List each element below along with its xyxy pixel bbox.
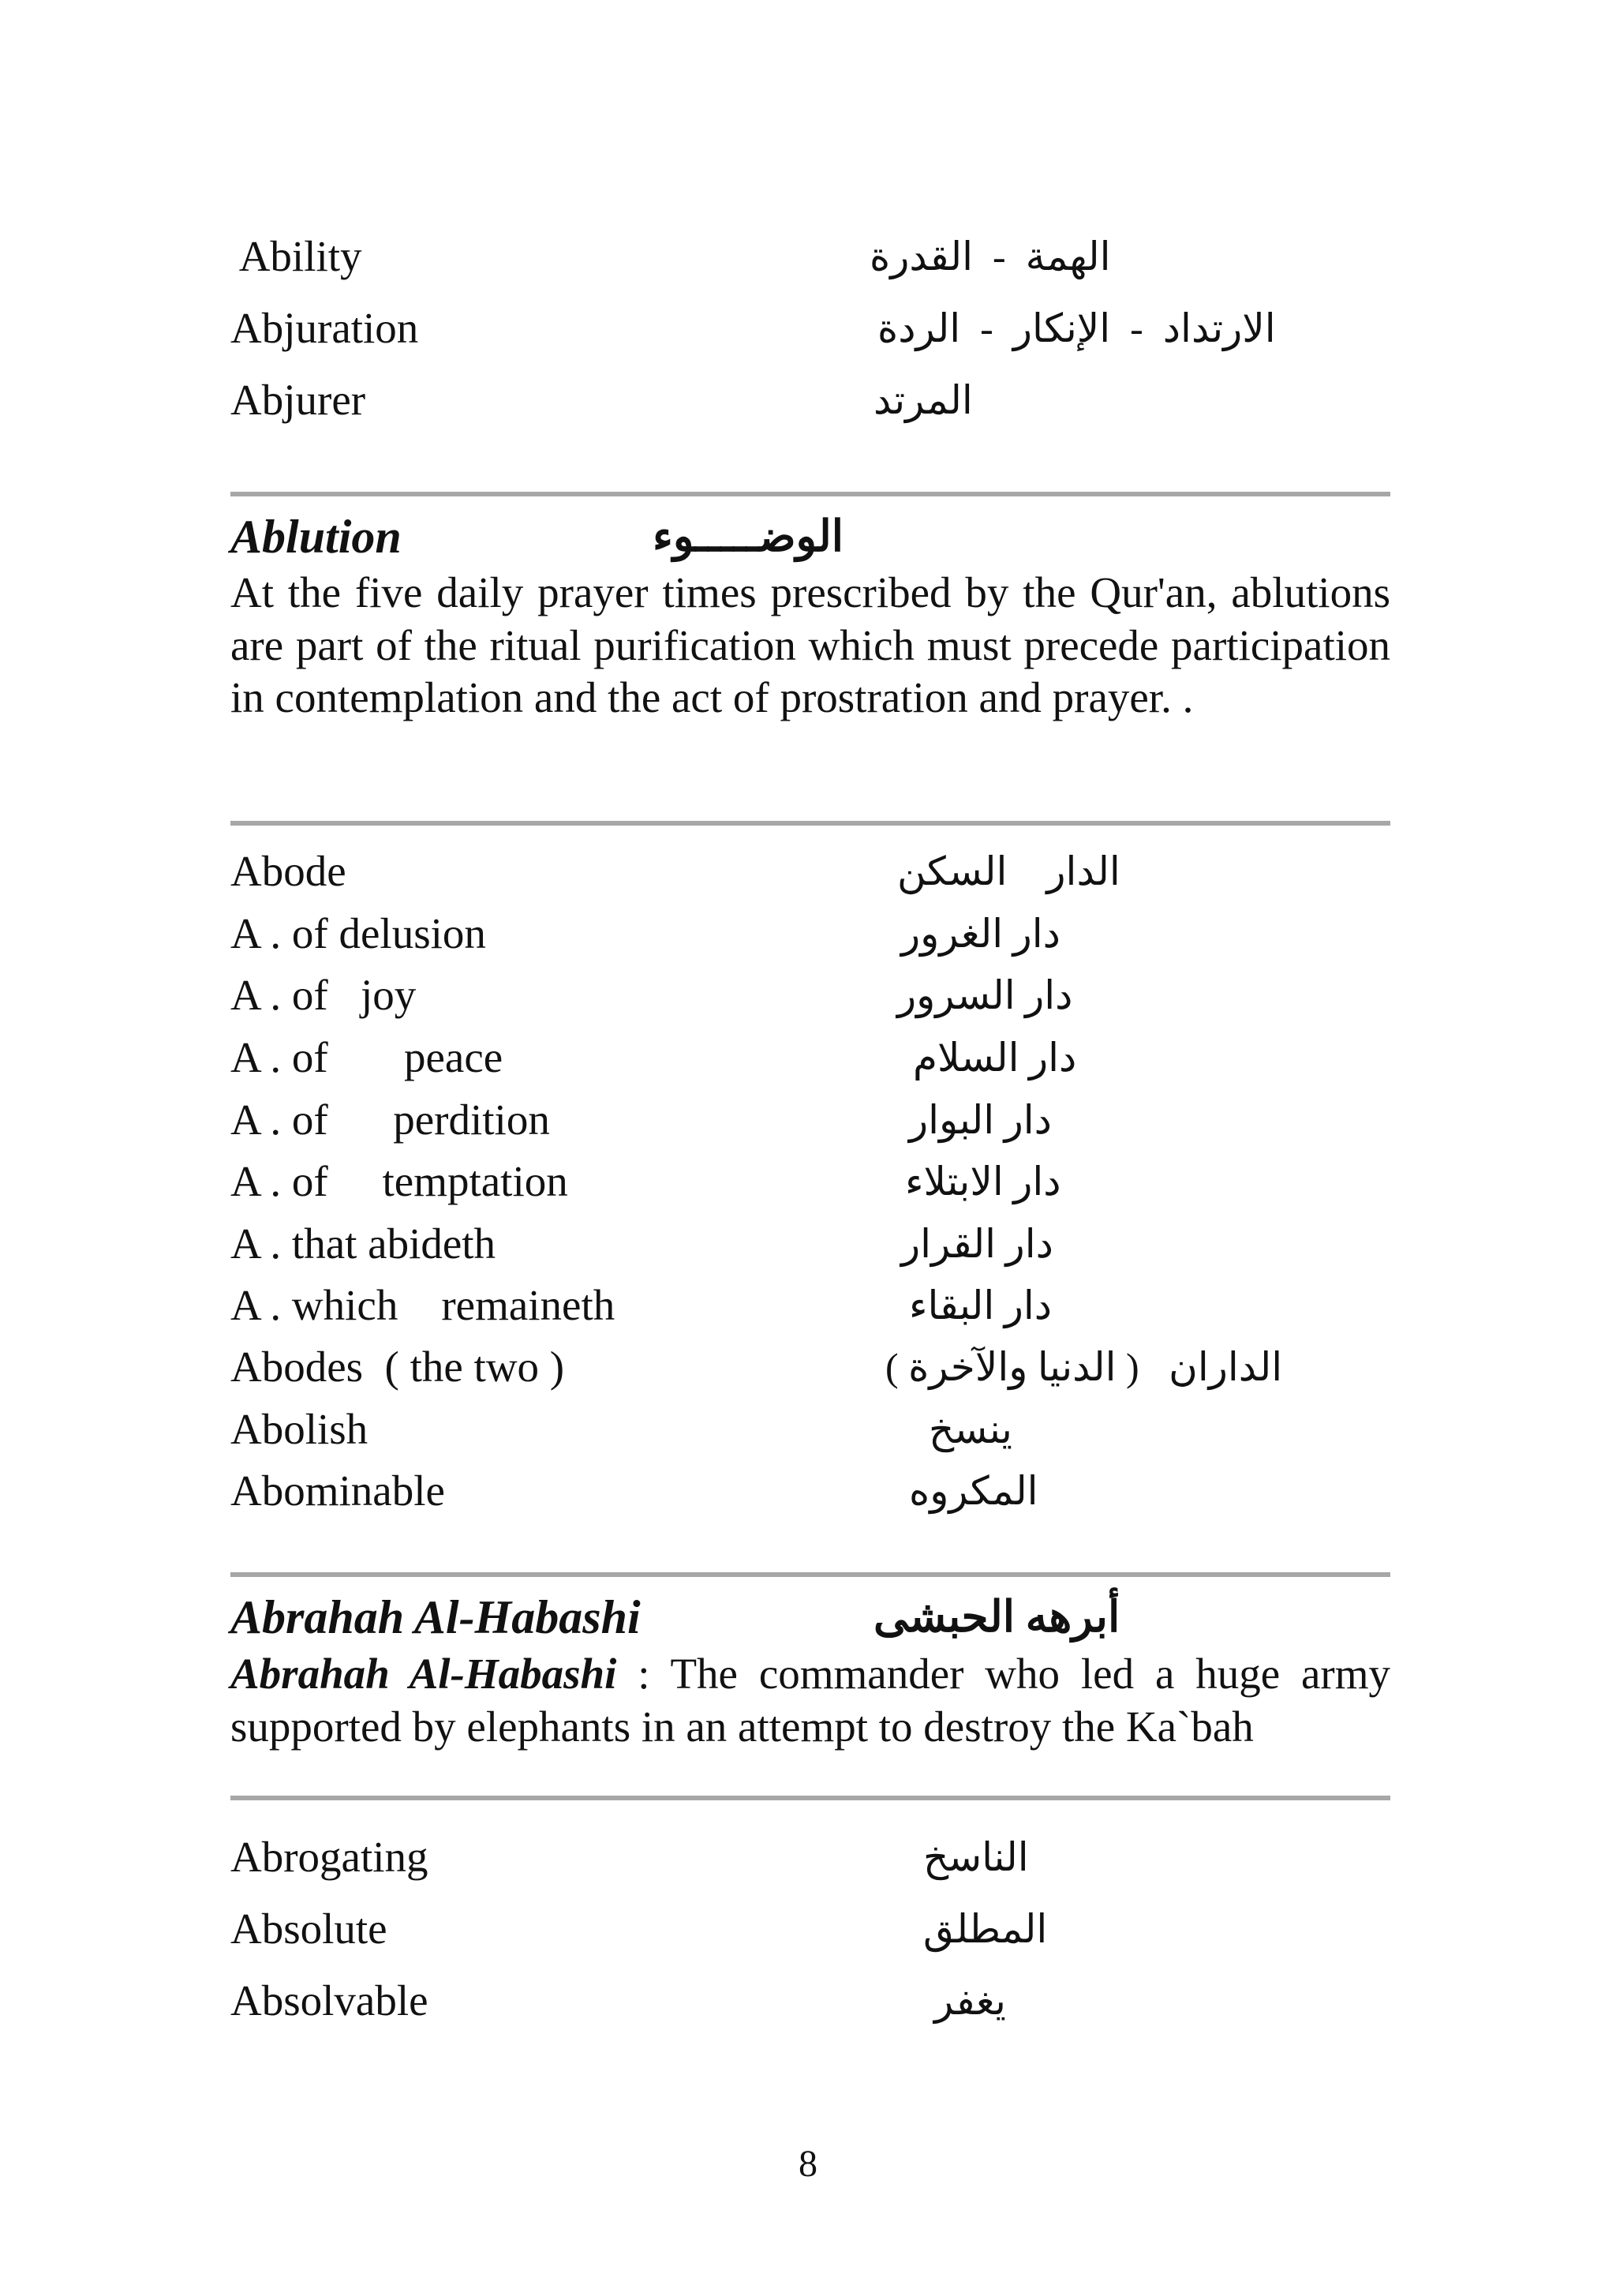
- entry-arabic: المطلق: [923, 1907, 1048, 1951]
- entry-term: Abjurer: [230, 376, 366, 424]
- entry-abjurer: [230, 373, 1390, 428]
- entry-arabic: يغفر: [934, 1979, 1006, 2023]
- entry-abodes-two: [230, 1339, 1390, 1395]
- entry-abode-peace: [230, 1030, 1390, 1085]
- section-divider: [230, 821, 1390, 826]
- entry-abjuration: [230, 301, 1390, 356]
- entry-abominable: [230, 1463, 1390, 1519]
- entry-abode-remaineth: [230, 1278, 1390, 1333]
- entry-arabic: الداران ( الدنيا والآخرة ): [885, 1345, 1283, 1389]
- entry-arabic: المكروه: [909, 1469, 1038, 1513]
- entry-arabic: دار السلام: [913, 1036, 1077, 1080]
- abrahah-description: [230, 1648, 1390, 1753]
- entry-arabic: دار القرار: [901, 1222, 1053, 1266]
- section-divider: [230, 492, 1390, 496]
- heading-term: Abrahah Al-Habashi: [230, 1591, 641, 1643]
- entry-abode-joy: [230, 968, 1390, 1023]
- ablution-description: At the five daily prayer times prescribed by the Qur'an, ablutions are part of the ritual purification which must precede participation in contemplation and the act of prostration and prayer. .: [230, 568, 1390, 721]
- entry-arabic: الناسخ: [923, 1835, 1029, 1879]
- entry-term: Abode: [230, 847, 346, 895]
- entry-abolish: [230, 1402, 1390, 1457]
- section-divider: [230, 1572, 1390, 1577]
- entry-arabic: دار السرور: [897, 973, 1073, 1017]
- entry-term: Abrogating: [230, 1833, 428, 1881]
- entry-term: Absolvable: [230, 1976, 428, 2024]
- entry-ability: [230, 229, 1390, 284]
- page-number: 8: [799, 2143, 817, 2185]
- entry-absolute: [230, 1901, 1390, 1957]
- entry-abrogating: [230, 1830, 1390, 1885]
- section-divider: [230, 1796, 1390, 1800]
- entry-arabic: الدار السكن: [897, 849, 1120, 893]
- entry-abode: [230, 844, 1390, 899]
- entry-term: A . of peace: [230, 1033, 503, 1081]
- entry-term: A . of perdition: [230, 1096, 550, 1144]
- entry-term: Abolish: [230, 1405, 368, 1453]
- entry-arabic: ينسخ: [929, 1407, 1012, 1451]
- entry-absolvable: [230, 1973, 1390, 2028]
- entry-term: A . of joy: [230, 971, 417, 1019]
- heading-arabic: الوضـــــوء: [653, 512, 844, 560]
- entry-arabic: دار الغرور: [901, 912, 1060, 956]
- entry-term: Abominable: [230, 1466, 445, 1515]
- entry-abode-delusion: [230, 906, 1390, 961]
- entry-term: Ability: [230, 232, 362, 280]
- entry-term: A . which remaineth: [230, 1281, 615, 1329]
- entry-arabic: المرتد: [873, 378, 973, 422]
- entry-abode-abideth: [230, 1216, 1390, 1272]
- entry-term: Absolute: [230, 1905, 387, 1953]
- entry-term: Abjuration: [230, 304, 419, 352]
- entry-arabic: دار الابتلاء: [905, 1159, 1061, 1204]
- entry-arabic: دار البقاء: [909, 1283, 1053, 1328]
- heading-term: Ablution: [230, 511, 402, 563]
- entry-term: A . of delusion: [230, 909, 486, 957]
- section-heading-ablution: [230, 505, 1390, 568]
- description-text: : The commander who led a huge army supported by elephants in an attempt to destroy the Ka`bah: [230, 1650, 1391, 1751]
- entry-term: Abodes ( the two ): [230, 1343, 565, 1391]
- entry-term: A . that abideth: [230, 1219, 496, 1268]
- entry-term: A . of temptation: [230, 1157, 568, 1205]
- section-heading-abrahah: [230, 1586, 1390, 1649]
- entry-abode-perdition: [230, 1092, 1390, 1148]
- entry-arabic: دار البوار: [909, 1098, 1052, 1142]
- heading-arabic: أبرهه الحبشى: [873, 1593, 1120, 1641]
- entry-arabic: الهمة - القدرة: [870, 234, 1111, 279]
- description-lead-term: Abrahah Al-Habashi: [230, 1650, 617, 1698]
- entry-abode-temptation: [230, 1154, 1390, 1209]
- entry-arabic: الارتداد - الإنكار - الردة: [877, 306, 1276, 350]
